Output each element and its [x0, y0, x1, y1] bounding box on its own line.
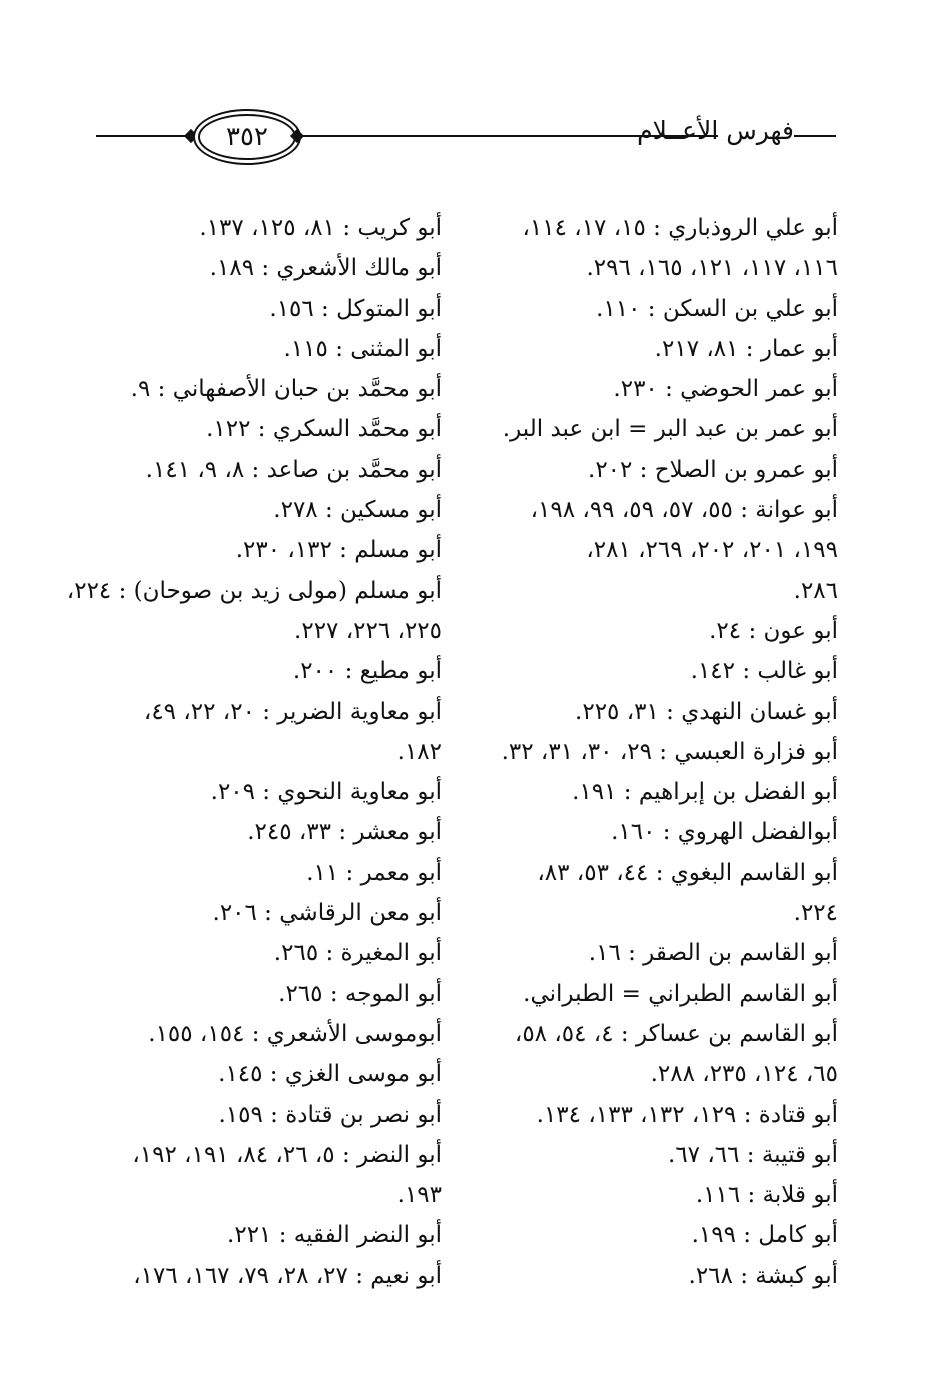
entry-continuation-line: ١٨٢.: [397, 738, 442, 765]
index-entry: [100, 692, 442, 773]
entry-line: أبو عون : ٢٤.: [709, 617, 838, 644]
entry-line: أبو عمرو بن الصلاح : ٢٠٢.: [588, 456, 838, 483]
index-entry: [100, 853, 442, 893]
header-ornament-left: [184, 129, 198, 143]
entry-line: أبو موسى الغزي : ١٤٥.: [218, 1061, 442, 1088]
index-column-left: [66, 208, 442, 1296]
entry-line: أبو المتوكل : ١٥٦.: [269, 295, 442, 322]
entry-line: أبو كبشة : ٢٦٨.: [688, 1262, 838, 1289]
index-entry: [496, 1095, 838, 1135]
entry-line: أبوالفضل الهروي : ١٦٠.: [611, 819, 838, 846]
entry-line: أبو قتيبة : ٦٦، ٦٧.: [668, 1141, 838, 1168]
index-entry: [496, 1135, 838, 1175]
index-entry: [100, 812, 442, 852]
index-entry: [496, 611, 838, 651]
entry-line: أبو مالك الأشعري : ١٨٩.: [209, 255, 442, 282]
entry-line: أبو نعيم : ٢٧، ٢٨، ٧٩، ١٦٧، ١٧٦،: [133, 1262, 442, 1289]
index-entry: [496, 490, 838, 611]
entry-line: أبو غالب : ١٤٢.: [690, 658, 838, 685]
index-column-right: [496, 208, 838, 1296]
index-entry: [496, 732, 838, 772]
index-entry: [100, 289, 442, 329]
index-entry: [100, 1215, 442, 1255]
index-entry: [496, 1014, 838, 1095]
index-entry: [100, 530, 442, 570]
entry-line: أبو القاسم الطبراني = الطبراني.: [523, 980, 838, 1007]
entry-line: أبو محمَّد السكري : ١٢٢.: [206, 416, 442, 443]
entry-line: أبو معاوية النحوي : ٢٠٩.: [210, 779, 442, 806]
entry-line: أبو علي بن السكن : ١١٠.: [596, 295, 838, 322]
index-entry: [100, 772, 442, 812]
entry-continuation-line: ٢٨٦.: [793, 577, 838, 604]
entry-line: أبو علي الروذباري : ١٥، ١٧، ١١٤،: [522, 215, 838, 241]
index-entry: [100, 1256, 442, 1296]
index-entry: [100, 1135, 442, 1216]
entry-line: أبو عمار : ٨١، ٢١٧.: [654, 335, 838, 362]
index-entry: [496, 812, 838, 852]
index-entry: [496, 1256, 838, 1296]
header-rule-left: [96, 135, 188, 137]
entry-line: أبو قتادة : ١٢٩، ١٣٢، ١٣٣، ١٣٤.: [536, 1101, 838, 1128]
entry-line: أبو مسكين : ٢٧٨.: [273, 497, 442, 524]
index-entry: [100, 974, 442, 1014]
entry-line: أبو النضر : ٥، ٢٦، ٨٤، ١٩١، ١٩٢،: [132, 1141, 442, 1168]
entry-line: أبو كامل : ١٩٩.: [691, 1222, 838, 1249]
index-entry: [496, 651, 838, 691]
running-title: فهرس الأعــلام: [637, 116, 794, 145]
entry-line: أبو القاسم بن الصقر : ١٦.: [588, 940, 838, 967]
entry-line: أبو معمر : ١١.: [306, 859, 442, 886]
index-entry: [100, 651, 442, 691]
entry-line: أبو القاسم بن عساكر : ٤، ٥٤، ٥٨،: [514, 1020, 838, 1047]
entry-line: أبو النضر الفقيه : ٢٢١.: [227, 1222, 442, 1249]
index-entry: [100, 1014, 442, 1054]
index-entry: [66, 571, 442, 652]
entry-continuation-line: ١٩٣.: [397, 1182, 442, 1209]
index-entry: [496, 409, 838, 449]
entry-line: أبو معاوية الضرير : ٢٠، ٢٢، ٤٩،: [143, 698, 442, 725]
index-entry: [496, 289, 838, 329]
entry-line: أبو مطيع : ٢٠٠.: [292, 658, 442, 685]
entry-line: أبو مسلم (مولى زيد بن صوحان) : ٢٢٤،: [66, 577, 442, 604]
entry-line: أبو عمر الحوضي : ٢٣٠.: [613, 376, 838, 403]
index-entry: [496, 933, 838, 973]
index-entry: [100, 208, 442, 248]
entry-line: أبو نصر بن قتادة : ١٥٩.: [218, 1101, 442, 1128]
index-entry: [496, 853, 838, 934]
index-entry: [100, 450, 442, 490]
index-entry: [496, 450, 838, 490]
index-entry: [496, 208, 838, 289]
entry-line: أبو المثنى : ١١٥.: [283, 335, 442, 362]
entry-line: أبو قلابة : ١١٦.: [695, 1182, 838, 1209]
entry-line: أبو مسلم : ١٣٢، ٢٣٠.: [235, 537, 442, 564]
index-entry: [100, 490, 442, 530]
index-entry: [100, 329, 442, 369]
entry-line: أبو عمر بن عبد البر = ابن عبد البر.: [502, 416, 838, 443]
index-entry: [100, 1054, 442, 1094]
index-entry: [100, 893, 442, 933]
entry-line: أبو المغيرة : ٢٦٥.: [273, 940, 442, 967]
index-entry: [496, 772, 838, 812]
index-entry: [496, 369, 838, 409]
index-entry: [100, 409, 442, 449]
entry-continuation-line: ٢٢٥، ٢٢٦، ٢٢٧.: [294, 617, 442, 644]
entry-continuation-line: ١١٦، ١١٧، ١٢١، ١٦٥، ٢٩٦.: [586, 255, 838, 282]
entry-line: أبو القاسم البغوي : ٤٤، ٥٣، ٨٣،: [537, 859, 838, 886]
index-entry: [496, 1215, 838, 1255]
entry-line: أبو فزارة العبسي : ٢٩، ٣٠، ٣١، ٣٢.: [501, 738, 838, 765]
index-entry: [100, 933, 442, 973]
entry-line: أبو معن الرقاشي : ٢٠٦.: [212, 900, 442, 927]
entry-continuation-line: ٦٥، ١٢٤، ٢٣٥، ٢٨٨.: [650, 1061, 838, 1088]
entry-line: أبو عوانة : ٥٥، ٥٧، ٥٩، ٩٩، ١٩٨،: [530, 497, 838, 524]
entry-line: أبو الموجه : ٢٦٥.: [278, 980, 442, 1007]
index-entry: [496, 1175, 838, 1215]
entry-line: أبو معشر : ٣٣، ٢٤٥.: [247, 819, 442, 846]
entry-line: أبو الفضل بن إبراهيم : ١٩١.: [572, 779, 838, 806]
page-header: [96, 108, 836, 164]
entry-line: أبوموسى الأشعري : ١٥٤، ١٥٥.: [148, 1020, 442, 1047]
entry-line: أبو غسان النهدي : ٣١، ٢٢٥.: [575, 698, 838, 725]
entry-continuation-line: ٢٢٤.: [793, 900, 838, 927]
entry-line: أبو محمَّد بن حبان الأصفهاني : ٩.: [130, 376, 442, 403]
index-entry: [496, 329, 838, 369]
index-entry: [100, 248, 442, 288]
entry-line: أبو كريب : ٨١، ١٢٥، ١٣٧.: [199, 215, 442, 241]
entry-line: أبو محمَّد بن صاعد : ٨، ٩، ١٤١.: [145, 456, 442, 483]
header-rule-right: [794, 135, 836, 137]
page-number: ٣٥٢: [198, 114, 296, 160]
index-entry: [100, 1095, 442, 1135]
index-entry: [496, 692, 838, 732]
entry-continuation-line: ١٩٩، ٢٠١، ٢٠٢، ٢٦٩، ٢٨١،: [586, 537, 838, 564]
index-entry: [496, 974, 838, 1014]
index-entry: [100, 369, 442, 409]
